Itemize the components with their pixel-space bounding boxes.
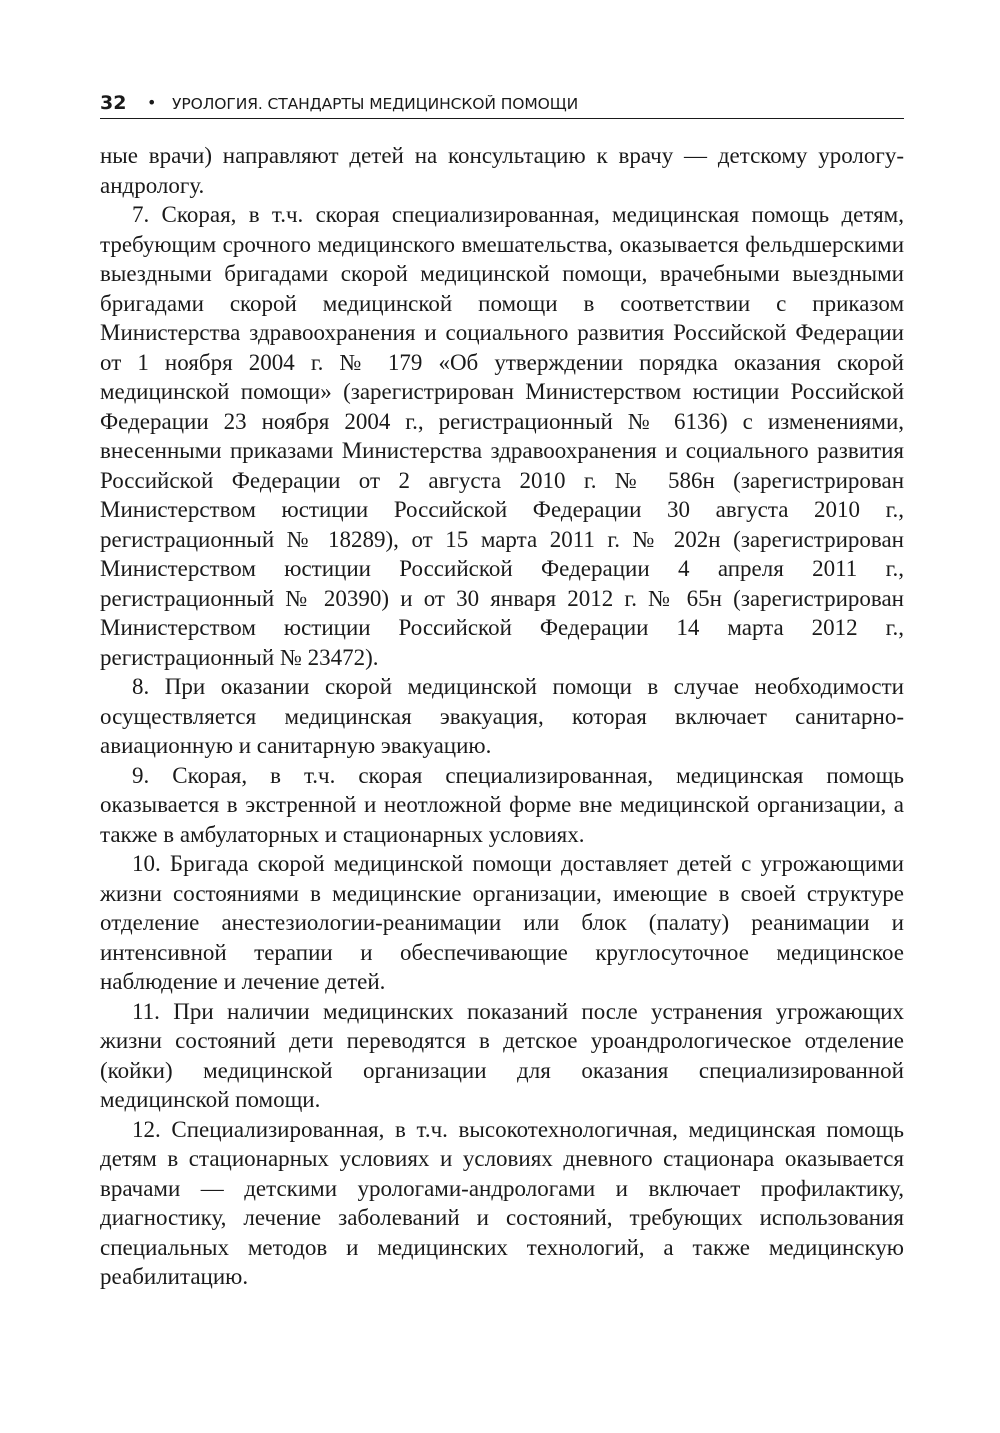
paragraph-item-10: 10. Бригада скорой медицинской помощи доставляет детей с угрожающими жизни состояниями в медицинские организации, имеющие в своей структуре отделение анестезиологии-реанимации или блок (палату) реанимации и интенсивной терапии и обеспечивающие круглосуточное медицинское наблюдение и лечение детей. (100, 851, 904, 994)
paragraph-item-11: 11. При наличии медицинских показаний после устранения угрожающих жизни состояний дети переводятся в детское уроандрологическое отделение (койки) медицинской организации для оказания специализированной медицинской помощи. (100, 998, 904, 1112)
running-title: УРОЛОГИЯ. СТАНДАРТЫ МЕДИЦИНСКОЙ ПОМОЩИ (172, 95, 579, 113)
page-number: 32 (100, 92, 127, 114)
body-text (100, 141, 904, 1292)
running-header (100, 92, 904, 119)
paragraph-item-8: 8. При оказании скорой медицинской помощи в случае необходимости осуществляется медицинская эвакуация, которая включает санитарно-авиационную и санитарную эвакуацию. (100, 674, 904, 758)
header-bullet: • (147, 93, 157, 112)
paragraph-item-12: 12. Специализированная, в т.ч. высокотехнологичная, медицинская помощь детям в стационарных условиях и условиях дневного стационара оказывается врачами — детскими урологами-андрологами и включает профилактику, диагностику, лечение заболеваний и состояний, требующих использования специальных методов и медицинских технологий, а также медицинскую реабилитацию. (100, 1116, 904, 1289)
paragraph-item-9: 9. Скорая, в т.ч. скорая специализированная, медицинская помощь оказывается в экстренной и неотложной форме вне медицинской организации, а также в амбулаторных и стационарных условиях. (100, 762, 904, 847)
paragraph-item-7: 7. Скорая, в т.ч. скорая специализированная, медицинская помощь детям, требующим срочного медицинского вмешательства, оказывается фельдшерскими выездными бригадами скорой медицинской помощи, врачебными выездными бригадами скорой медицинской помощи в соответствии с приказом Министерства здравоохранения и социального развития Российской Федерации от 1 ноября 2004 г. № 179 «Об утверждении порядка оказания скорой медицинской помощи» (зарегистрирован Министерством юстиции Российской Федерации 23 ноября 2004 г., регистрационный № 6136) с изменениями, внесенными приказами Министерства здравоохранения и социального развития Российской Федерации от 2 августа 2010 г. № 586н (зарегистрирован Министерством юстиции Российской Федерации 30 августа 2010 г., регистрационный № 18289), от 15 марта 2011 г. № 202н (зарегистрирован Министерством юстиции Российской Федерации 4 апреля 2011 г., регистрационный № 20390) и от 30 января 2012 г. № 65н (зарегистрирован Министерством юстиции Российской Федерации 14 марта 2012 г., регистрационный № 23472). (100, 202, 904, 670)
paragraph-continuation: ные врачи) направляют детей на консультацию к врачу — детскому урологу-андрологу. (100, 143, 904, 198)
